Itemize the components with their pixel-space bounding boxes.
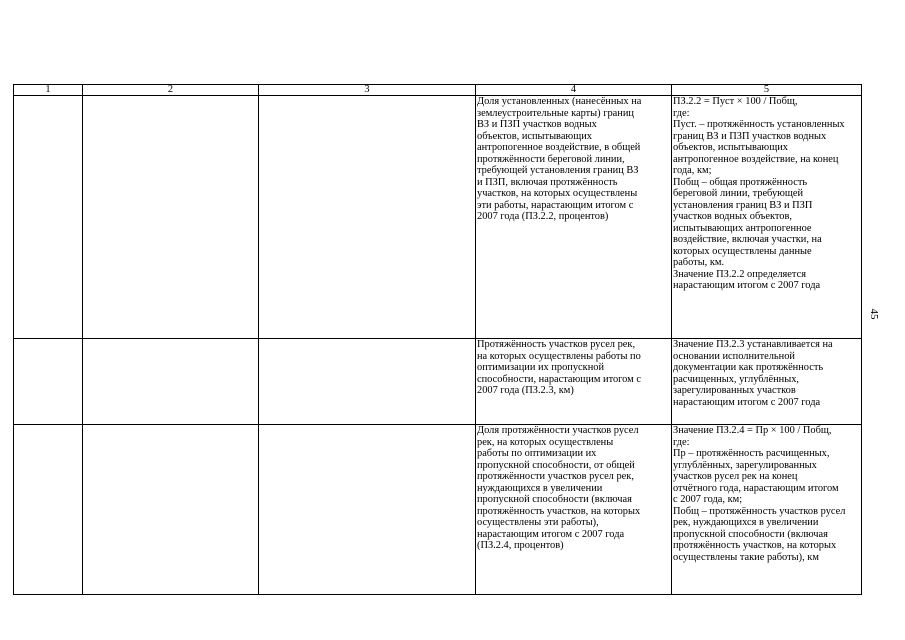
cell-col-2 (83, 339, 259, 425)
method-cell: Значение ПЗ.2.4 = Пр × 100 / Побщ, где: Пр – протяжённость расчищенных, углублённых, зарегулированных участков русел рек на конец отчётного года, нарастающим итогом с 2007 года, км; Побщ – протяжённость участков русел рек, нуждающихся в увеличении пропускной способности (включая протяжённость участков, на которых осуществлены такие работы), км (672, 425, 862, 595)
cell-col-2 (83, 425, 259, 595)
cell-col-1 (14, 425, 83, 595)
cell-col-1 (14, 96, 83, 339)
table-row (14, 339, 862, 425)
indicators-table (13, 84, 862, 595)
table-body (14, 96, 862, 595)
column-header-5: 5 (672, 85, 862, 96)
column-header-1: 1 (14, 85, 83, 96)
indicator-cell: Протяжённость участков русел рек, на которых осуществлены работы по оптимизации их пропускной способности, нарастающим итогом с 2007 года (ПЗ.2.3, км) (476, 339, 672, 425)
table-row (14, 96, 862, 339)
column-header-4: 4 (476, 85, 672, 96)
indicator-cell: Доля протяжённости участков русел рек, на которых осуществлены работы по оптимизации их пропускной способности, от общей протяжённости участков русел рек, нуждающихся в увеличении пропускной способности (включая протяжённость участков, на которых осуществлены эти работы), нарастающим итогом с 2007 года (ПЗ.2.4, процентов) (476, 425, 672, 595)
cell-col-1 (14, 339, 83, 425)
table-row (14, 425, 862, 595)
column-header-3: 3 (259, 85, 476, 96)
cell-col-3 (259, 425, 476, 595)
indicator-cell: Доля установленных (нанесённых на землеустроительные карты) границ ВЗ и ПЗП участков водных объектов, испытывающих антропогенное воздействие, в общей протяжённости береговой линии, требующей установления границ ВЗ и ПЗП, включая протяжённость участков, на которых осуществлены эти работы, нарастающим итогом с 2007 года (ПЗ.2.2, процентов) (476, 96, 672, 339)
method-cell: ПЗ.2.2 = Пуст × 100 / Побщ, где: Пуст. – протяжённость установленных границ ВЗ и ПЗП участков водных объектов, испытывающих антропогенное воздействие, на конец года, км; Побщ – общая протяжённость береговой линии, требующей установления границ ВЗ и ПЗП участков водных объектов, испытывающих антропогенное воздействие, включая участки, на которых осуществлены данные работы, км. Значение ПЗ.2.2 определяется нарастающим итогом с 2007 года (672, 96, 862, 339)
table-header-row (14, 85, 862, 96)
method-cell: Значение ПЗ.2.3 устанавливается на основании исполнительной документации как протяжённость расчищенных, углублённых, зарегулированных участков нарастающим итогом с 2007 года (672, 339, 862, 425)
column-header-2: 2 (83, 85, 259, 96)
cell-col-2 (83, 96, 259, 339)
table-header (14, 85, 862, 96)
page-number: 45 (868, 308, 880, 320)
cell-col-3 (259, 96, 476, 339)
cell-col-3 (259, 339, 476, 425)
